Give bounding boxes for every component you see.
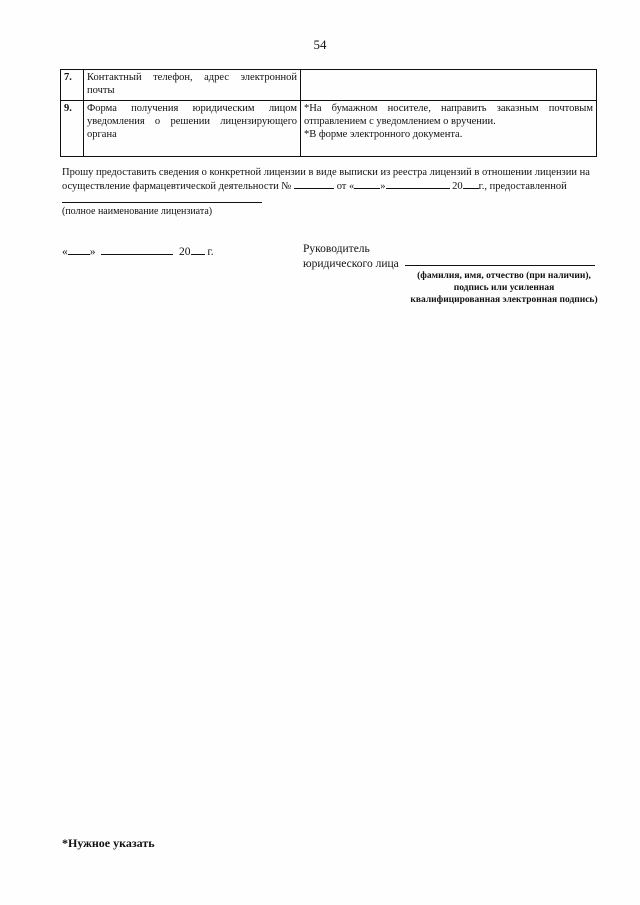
table-row xyxy=(61,70,597,101)
request-text xyxy=(62,166,602,193)
date-open-quote: « xyxy=(62,246,68,258)
request-text-part1: Прошу предоставить сведения о конкретной лицензии в виде выписки из реестра лицензий в отношении лицензии на осуществление фармацевтической деятельности № xyxy=(62,167,590,192)
request-text-part5: г., предоставленной xyxy=(478,181,567,192)
head-title xyxy=(303,242,399,272)
request-text-part4: 20 xyxy=(452,181,463,192)
license-number-field[interactable] xyxy=(294,179,334,189)
license-year-field[interactable] xyxy=(463,179,479,189)
date-day-field[interactable] xyxy=(68,245,90,255)
signature-caption: (фамилия, имя, отчество (при наличии), подпись или усиленная квалифицированная электронная подпись) xyxy=(410,271,598,305)
date-month-field[interactable] xyxy=(101,245,173,255)
head-title-line1: Руководитель xyxy=(303,243,370,255)
row-number: 9. xyxy=(61,101,84,157)
head-title-line2: юридического лица xyxy=(303,258,399,270)
page-number: 54 xyxy=(313,37,327,52)
date-close-quote: » xyxy=(89,246,96,258)
date-year-field[interactable] xyxy=(191,245,205,255)
row-number: 7. xyxy=(61,70,84,101)
footnote: *Нужное указать xyxy=(62,836,155,850)
row-value[interactable] xyxy=(301,70,597,101)
table-row xyxy=(61,101,597,157)
license-month-field[interactable] xyxy=(386,179,450,189)
row-value[interactable] xyxy=(301,101,597,157)
licensee-name-field[interactable] xyxy=(62,202,262,203)
request-text-part3: » xyxy=(380,181,386,192)
date-year-suffix: г. xyxy=(207,246,214,258)
license-day-field[interactable] xyxy=(354,179,380,189)
row-name: Контактный телефон, адрес электронной почты xyxy=(84,70,301,101)
request-text-part2: от « xyxy=(336,181,355,192)
signing-date xyxy=(62,245,214,258)
option-electronic[interactable]: *В форме электронного документа. xyxy=(304,129,463,140)
row-name: Форма получения юридическим лицом уведомления о решении лицензирующего органа xyxy=(84,101,301,157)
licensee-caption: (полное наименование лицензиата) xyxy=(62,206,213,217)
signature-field[interactable] xyxy=(405,265,595,266)
option-paper[interactable]: *На бумажном носителе, направить заказным почтовым отправлением с уведомлением о вручении. xyxy=(304,103,593,127)
application-table xyxy=(60,69,597,157)
date-year-prefix: 20 xyxy=(179,246,191,258)
